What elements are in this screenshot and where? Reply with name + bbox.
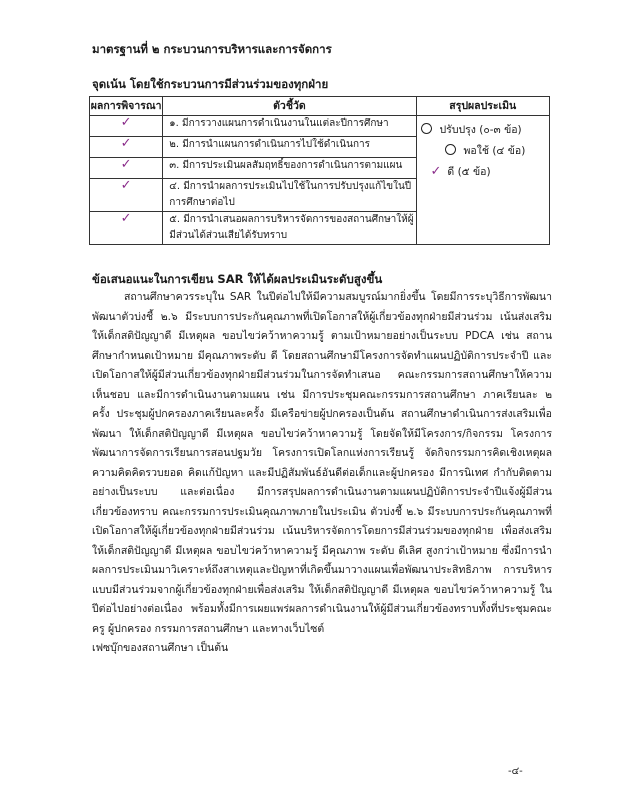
check-icon: ✓ — [120, 115, 132, 130]
suggestion-paragraph-end: เฟซบุ๊กของสถานศึกษา เป็นต้น — [92, 642, 229, 654]
check-icon: ✓ — [120, 178, 132, 193]
summary-option-improve: ปรับปรุง (๐-๓ ข้อ) — [417, 122, 549, 143]
empty-circle-icon — [445, 144, 456, 155]
indicator-5: ๕. มีการนำเสนอผลการบริหารจัดการของสถานศึกษาให้ผู้มีส่วนได้ส่วนเสียได้รับทราบ — [163, 212, 416, 245]
indicator-2: ๒. มีการนำแผนการดำเนินการไปใช้ดำเนินการ — [163, 137, 416, 158]
summary-option-good: ✓ ดี (๕ ข้อ) — [430, 164, 491, 179]
header-result: ผลการพิจารณา — [90, 97, 163, 116]
check-icon: ✓ — [430, 164, 442, 179]
page-number: -๔- — [508, 766, 523, 777]
criteria-table — [89, 96, 550, 245]
focus-title: จุดเน้น โดยใช้กระบวนการมีส่วนร่วมของทุกฝ่าย — [92, 77, 329, 91]
check-icon: ✓ — [120, 211, 132, 226]
header-indicator: ตัวชี้วัด — [163, 97, 416, 116]
check-icon: ✓ — [120, 157, 132, 172]
table-row — [90, 116, 550, 137]
check-icon: ✓ — [120, 136, 132, 151]
standard-title: มาตรฐานที่ ๒ กระบวนการบริหารและการจัดการ — [92, 42, 332, 56]
summary-cell — [416, 116, 549, 245]
suggestion-title: ข้อเสนอแนะในการเขียน SAR ให้ได้ผลประเมินระดับสูงขึ้น — [92, 272, 383, 286]
suggestion-body — [92, 288, 552, 659]
summary-option-fair: พอใช้ (๔ ข้อ) — [417, 143, 549, 164]
suggestion-paragraph: สถานศึกษาควรระบุใน SAR ในปีต่อไปให้มีความสมบูรณ์มากยิ่งขึ้น โดยมีการระบุวิธีการพัฒนา พัฒนาตัวบ่งชี้ ๒.๖ มีระบบการประกันคุณภาพที่เปิดโอกาสให้ผู้เกี่ยวข้องทุกฝ่ายมีส่วนร่วม เน้นส่งเสริม ให้เด็กสติปัญญาดี มีเหตุผล ขอบไขว่คว้าหาความรู้ ตามเป้าหมายอย่างเป็นระบบ PDCA เช่น สถานศึกษากำหนดเป้าหมาย มีคุณภาพระดับ ดี โดยสถานศึกษามีโครงการจัดทำแผนปฏิบัติการประจำปี และเปิดโอกาสให้ผู้มีส่วนเกี่ยวข้องทุกฝ่ายมีส่วนร่วมในการจัดทำเสนอ คณะกรรมการสถานศึกษาให้ความเห็นชอบ และมีการดำเนินงานตามแผน เช่น มีการประชุมคณะกรรมการสถานศึกษา ภาคเรียนละ ๒ ครั้ง ประชุมผู้ปกครองภาคเรียนละครั้ง มีเครือข่ายผู้ปกครองเป็นต้น สถานศึกษาดำเนินการส่งเสริมเพื่อพัฒนา ให้เด็กสติปัญญาดี มีเหตุผล ขอบไขว่คว้าหาความรู้ โดยจัดให้มีโครงการ/กิจกรรม โครงการพัฒนาการจัดการเรียนการสอนปฐมวัย โครงการเปิดโลกแห่งการเรียนรู้ จัดกิจกรรมการคิดเชิงเหตุผล ความคิดคิดรวบยอด คิดแก้ปัญหา และมีปฏิสัมพันธ์อันดีต่อเด็กและผู้ปกครอง มีการนิเทศ กำกับติดตาม อย่างเป็นระบบ และต่อเนื่อง มีการสรุปผลการดำเนินงานตามแผนปฏิบัติการประจำปีแจ้งผู้มีส่วนเกี่ยวข้องทราบ คณะกรรมการประเมินคุณภาพภายในประเมิน ตัวบ่งชี้ ๒.๖ มีระบบการประกันคุณภาพที่เปิดโอกาสให้ผู้เกี่ยวข้องทุกฝ่ายมีส่วนร่วม เน้นบริหารจัดการโดยการมีส่วนร่วมของทุกฝ่าย เพื่อส่งเสริม ให้เด็กสติปัญญาดี มีเหตุผล ขอบไขว่คว้าหาความรู้ มีคุณภาพ ระดับ ดีเลิศ สูงกว่าเป้าหมาย ซึ่งมีการนำผลการประเมินมาวิเคราะห์ถึงสาเหตุและปัญหาที่เกิดขึ้นมาวางแผนเพื่อพัฒนาประสิทธิภาพ การบริหารแบบมีส่วนร่วมจากผู้เกี่ยวข้องทุกฝ่ายเพื่อส่งเสริม ให้เด็กสติปัญญาดี มีเหตุผล ขอบไขว่คว้าหาความรู้ ในปีต่อไปอย่างต่อเนื่อง พร้อมทั้งมีการเผยแพร่ผลการดำเนินงานให้ผู้มีส่วนเกี่ยวข้องทราบทั้งที่ประชุมคณะครู ผู้ปกครอง กรรมการสถานศึกษา และทางเว็บไซต์ — [92, 291, 552, 635]
empty-circle-icon — [421, 123, 432, 134]
header-summary: สรุปผลประเมิน — [416, 97, 549, 116]
indicator-1: ๑. มีการวางแผนการดำเนินงานในแต่ละปีการศึกษา — [163, 116, 416, 137]
indicator-4: ๔. มีการนำผลการประเมินไปใช้ในการปรับปรุงแก้ไขในปีการศึกษาต่อไป — [163, 179, 416, 212]
indicator-3: ๓. มีการประเมินผลสัมฤทธิ์ของการดำเนินการตามแผน — [163, 158, 416, 179]
